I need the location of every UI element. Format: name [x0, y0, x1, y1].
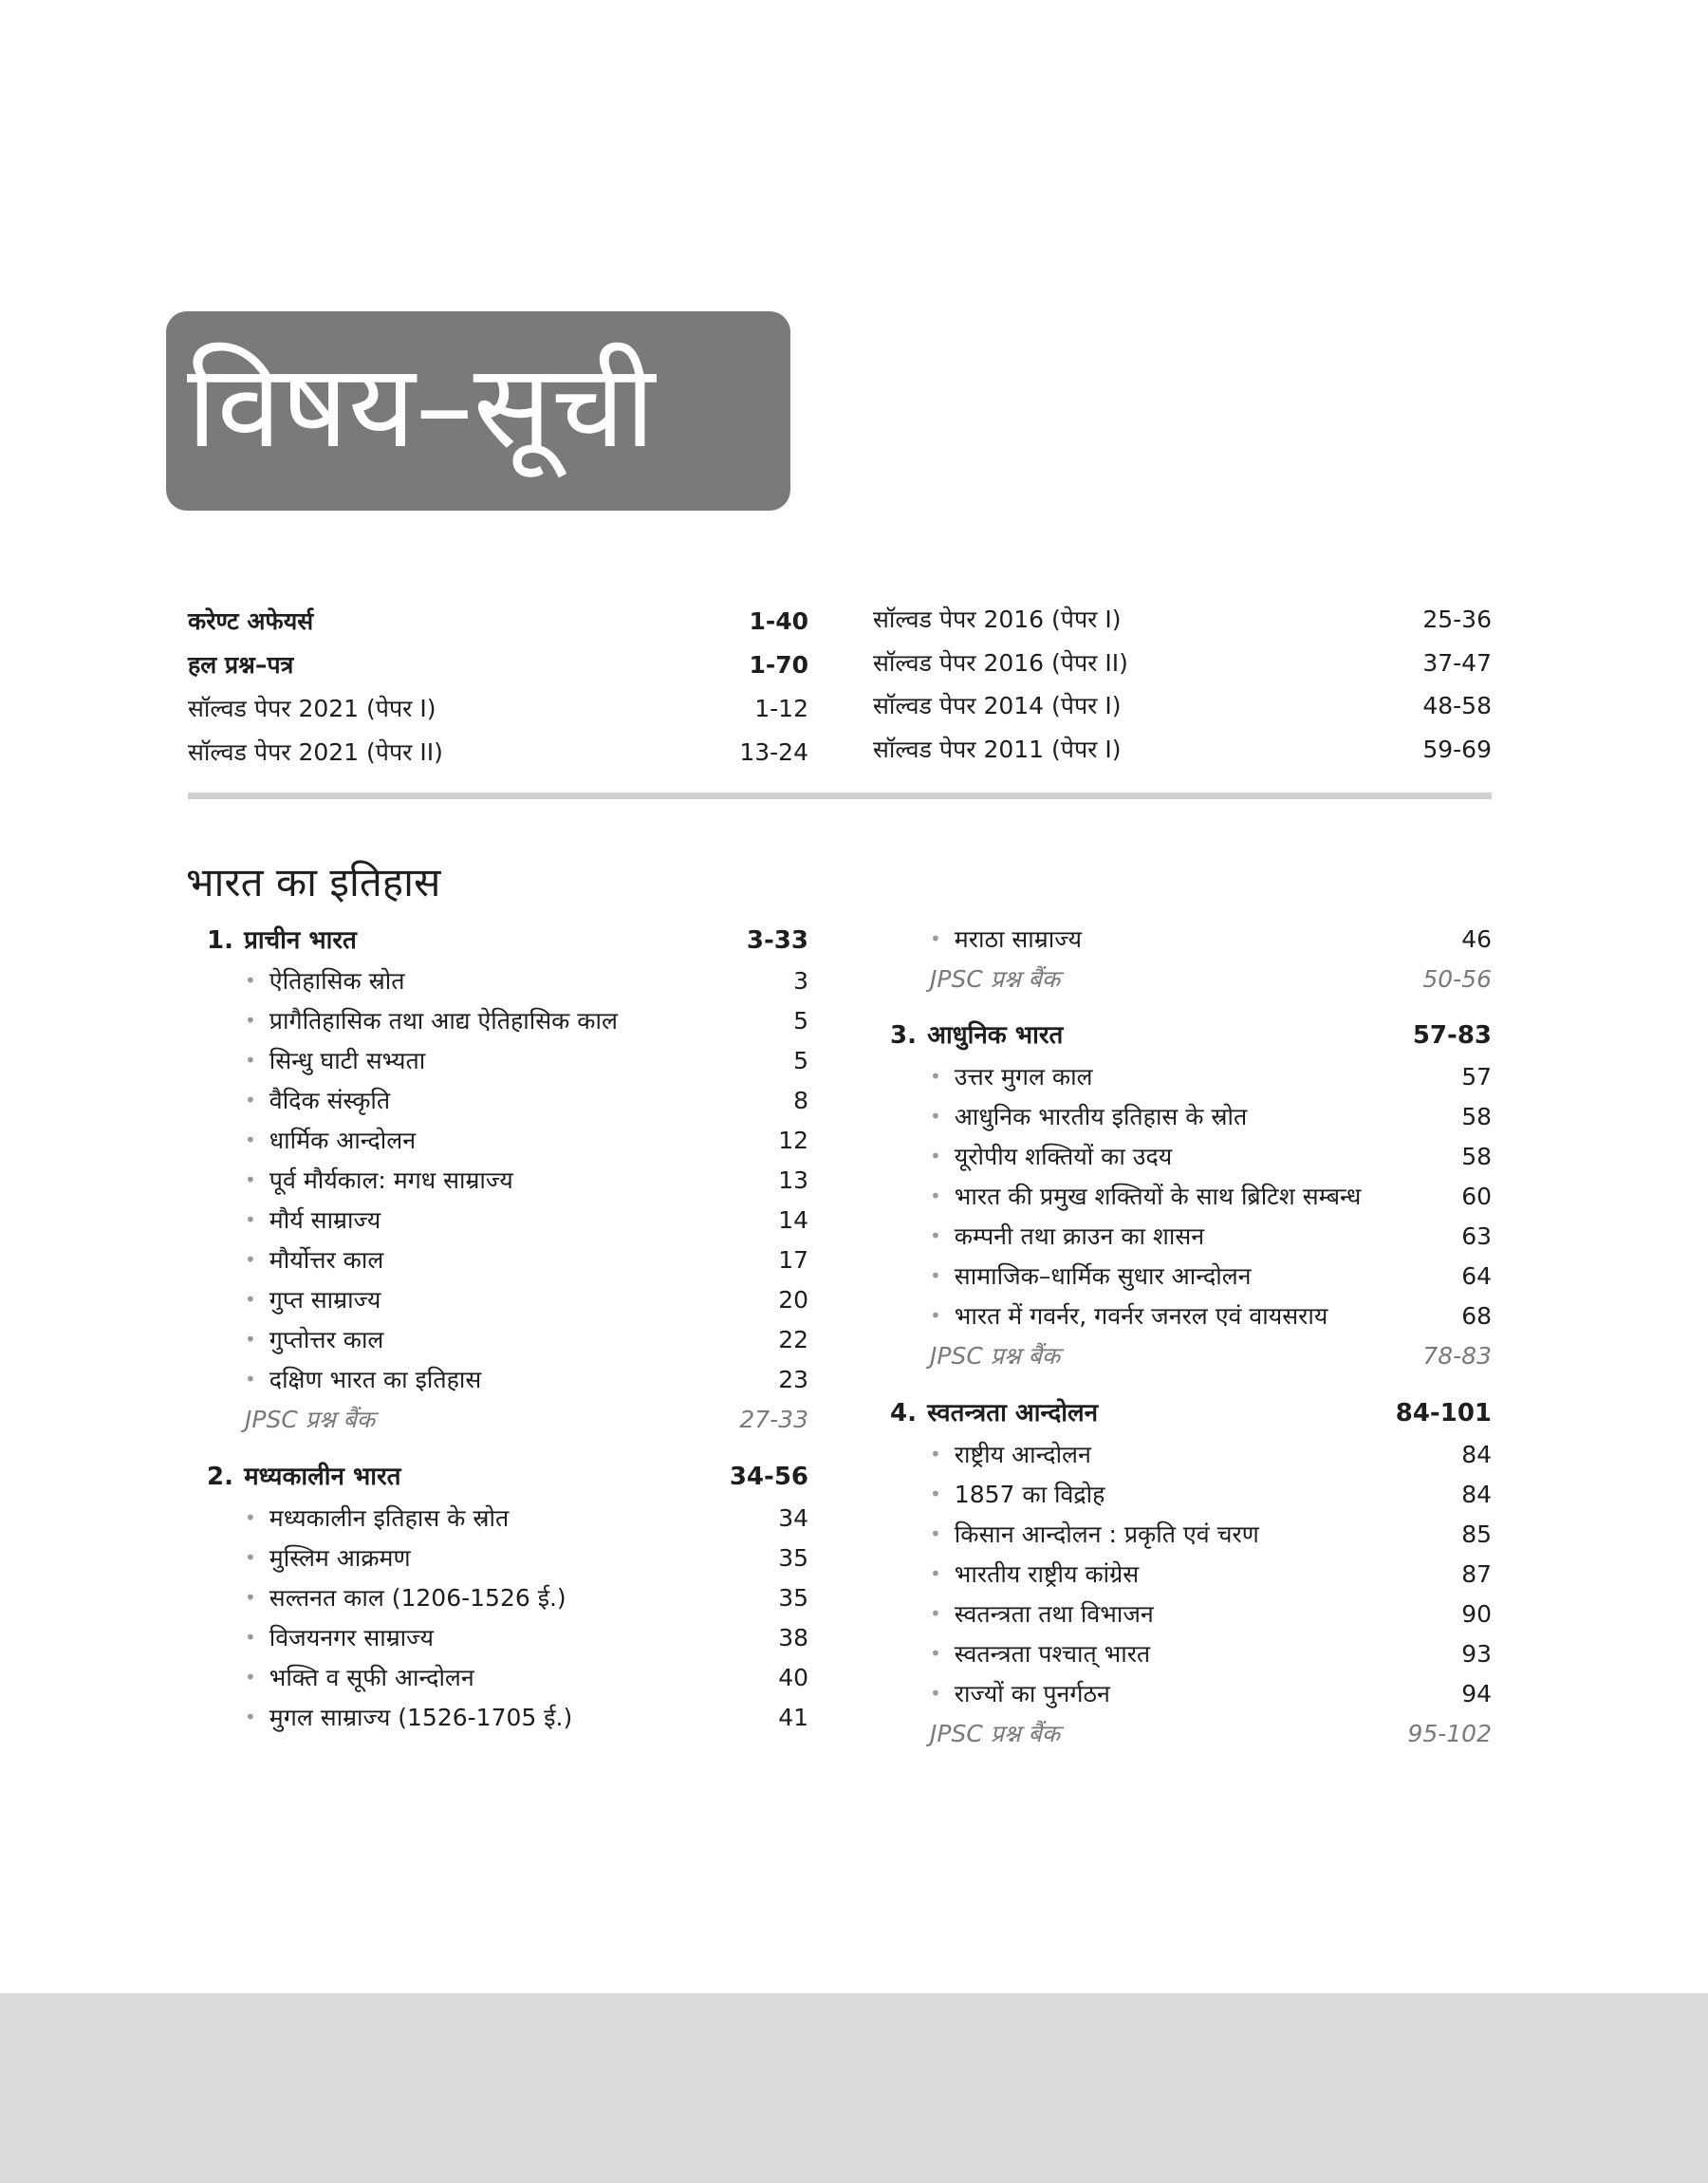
- question-bank-entry[interactable]: [930, 1715, 1492, 1753]
- footer-band: [0, 1993, 1708, 2183]
- list-item-page: 63: [1461, 1222, 1492, 1250]
- list-item-label: • मराठा साम्राज्य: [930, 921, 1082, 960]
- list-item-label: • वैदिक संस्कृति: [245, 1082, 390, 1121]
- toc-entry-pages: 1-40: [749, 607, 808, 635]
- list-item[interactable]: [930, 1635, 1492, 1673]
- list-item-page: 34: [778, 1504, 808, 1532]
- list-item-page: 46: [1461, 925, 1492, 953]
- list-item-label: • मुगल साम्राज्य (1526-1705 ई.): [245, 1699, 572, 1738]
- list-item-label: • धार्मिक आन्दोलन: [245, 1122, 416, 1161]
- toc-entry-label: सॉल्वड पेपर 2021 (पेपर I): [188, 695, 436, 722]
- chapter-pages: 3-33: [746, 926, 808, 955]
- toc-entry-label: करेण्ट अफेयर्स: [188, 607, 314, 635]
- question-bank-label: JPSC प्रश्न बैंक: [245, 1406, 376, 1433]
- list-item-label: • कम्पनी तथा क्राउन का शासन: [930, 1218, 1204, 1257]
- page-title: विषय–सूची: [187, 339, 656, 474]
- list-item[interactable]: [930, 1138, 1492, 1176]
- list-item-page: 94: [1461, 1680, 1492, 1707]
- list-item[interactable]: [245, 1361, 808, 1399]
- list-item-label: • भक्ति व सूफी आन्दोलन: [245, 1659, 474, 1698]
- chapter-number: 1.: [207, 926, 233, 955]
- list-item-label: • सिन्धु घाटी सभ्यता: [245, 1042, 425, 1081]
- toc-entry-pages: 25-36: [1422, 606, 1492, 633]
- list-item-page: 14: [778, 1206, 808, 1234]
- list-item-label: • भारत में गवर्नर, गवर्नर जनरल एवं वायसराय: [930, 1297, 1327, 1336]
- list-item-page: 23: [778, 1366, 808, 1393]
- question-bank-pages: 78-83: [1422, 1342, 1492, 1370]
- list-item-page: 38: [778, 1624, 808, 1651]
- list-item-page: 68: [1461, 1302, 1492, 1330]
- chapter-number: 3.: [890, 1021, 917, 1050]
- chapter-title: स्वतन्त्रता आन्दोलन: [927, 1399, 1099, 1427]
- toc-entry[interactable]: [873, 731, 1492, 769]
- list-item-page: 84: [1461, 1441, 1492, 1468]
- list-item-label: • भारत की प्रमुख शक्तियों के साथ ब्रिटिश सम्बन्ध: [930, 1178, 1361, 1217]
- title-banner: [166, 311, 790, 511]
- list-item[interactable]: [245, 1281, 808, 1319]
- list-item[interactable]: [245, 1042, 808, 1080]
- toc-entry-label: सॉल्वड पेपर 2011 (पेपर I): [873, 736, 1122, 763]
- chapter-title: प्राचीन भारत: [244, 926, 357, 955]
- list-item[interactable]: [930, 1556, 1492, 1594]
- list-item-page: 35: [778, 1544, 808, 1572]
- list-item-page: 93: [1461, 1640, 1492, 1668]
- list-item[interactable]: [930, 1476, 1492, 1514]
- list-item-page: 17: [778, 1246, 808, 1274]
- toc-entry-pages: 48-58: [1422, 692, 1492, 719]
- toc-entry[interactable]: [188, 646, 808, 684]
- list-item[interactable]: [245, 1619, 808, 1657]
- list-item[interactable]: [930, 1297, 1492, 1335]
- list-item-label: • पूर्व मौर्यकाल: मगध साम्राज्य: [245, 1162, 513, 1201]
- chapter-heading[interactable]: [207, 1458, 808, 1496]
- toc-entry-pages: 13-24: [739, 738, 808, 766]
- list-item[interactable]: [245, 1539, 808, 1577]
- list-item-page: 87: [1461, 1560, 1492, 1588]
- chapter-pages: 84-101: [1395, 1399, 1492, 1427]
- list-item-page: 58: [1461, 1103, 1492, 1130]
- list-item[interactable]: [245, 1659, 808, 1697]
- toc-entry-label: सॉल्वड पेपर 2021 (पेपर II): [188, 738, 443, 766]
- toc-entry[interactable]: [188, 603, 808, 641]
- list-item[interactable]: [245, 1699, 808, 1737]
- list-item-page: 13: [778, 1166, 808, 1194]
- list-item-label: • मुस्लिम आक्रमण: [245, 1539, 411, 1578]
- list-item-page: 12: [778, 1127, 808, 1154]
- toc-entry[interactable]: [873, 601, 1492, 639]
- question-bank-pages: 27-33: [739, 1406, 808, 1433]
- question-bank-entry[interactable]: [930, 1337, 1492, 1375]
- question-bank-label: JPSC प्रश्न बैंक: [930, 965, 1061, 993]
- list-item-page: 57: [1461, 1063, 1492, 1091]
- list-item[interactable]: [930, 1218, 1492, 1256]
- list-item[interactable]: [245, 1082, 808, 1120]
- chapter-heading[interactable]: [890, 1017, 1492, 1054]
- list-item-page: 8: [793, 1087, 808, 1114]
- toc-entry[interactable]: [873, 687, 1492, 725]
- chapter-heading[interactable]: [207, 922, 808, 960]
- list-item[interactable]: [930, 1436, 1492, 1474]
- list-item-label: • राज्यों का पुनर्गठन: [930, 1675, 1110, 1714]
- list-item[interactable]: [930, 1595, 1492, 1633]
- question-bank-pages: 50-56: [1422, 965, 1492, 993]
- toc-entry[interactable]: [873, 644, 1492, 682]
- list-item[interactable]: [245, 1321, 808, 1359]
- list-item-page: 41: [778, 1704, 808, 1731]
- list-item-label: • ऐतिहासिक स्रोत: [245, 962, 405, 1001]
- chapter-title: मध्यकालीन भारत: [244, 1463, 401, 1491]
- list-item-label: • 1857 का विद्रोह: [930, 1476, 1105, 1515]
- list-item-label: • सामाजिक–धार्मिक सुधार आन्दोलन: [930, 1258, 1252, 1297]
- list-item-page: 85: [1461, 1521, 1492, 1548]
- list-item[interactable]: [245, 1579, 808, 1617]
- list-item[interactable]: [930, 1058, 1492, 1096]
- toc-entry-pages: 37-47: [1422, 649, 1492, 677]
- list-item-label: • भारतीय राष्ट्रीय कांग्रेस: [930, 1556, 1139, 1595]
- list-item[interactable]: [245, 1002, 808, 1040]
- list-item[interactable]: [245, 1500, 808, 1538]
- list-item-page: 40: [778, 1664, 808, 1691]
- list-item-label: • मध्यकालीन इतिहास के स्रोत: [245, 1500, 509, 1539]
- list-item-page: 22: [778, 1326, 808, 1353]
- list-item[interactable]: [245, 1122, 808, 1160]
- list-item[interactable]: [245, 1162, 808, 1200]
- toc-entry-pages: 59-69: [1422, 736, 1492, 763]
- list-item-page: 35: [778, 1584, 808, 1612]
- toc-entry-pages: 1-70: [749, 651, 808, 679]
- list-item-label: • स्वतन्त्रता तथा विभाजन: [930, 1595, 1154, 1634]
- list-item-page: 64: [1461, 1262, 1492, 1290]
- list-item[interactable]: [930, 1098, 1492, 1136]
- list-item-label: • किसान आन्दोलन : प्रकृति एवं चरण: [930, 1516, 1259, 1555]
- list-item-label: • दक्षिण भारत का इतिहास: [245, 1361, 481, 1400]
- toc-entry[interactable]: [188, 690, 808, 728]
- list-item[interactable]: [930, 1258, 1492, 1296]
- list-item-page: 3: [793, 967, 808, 995]
- list-item[interactable]: [930, 1516, 1492, 1554]
- list-item-label: • विजयनगर साम्राज्य: [245, 1619, 434, 1658]
- chapter-title: आधुनिक भारत: [927, 1021, 1064, 1050]
- toc-entry[interactable]: [188, 734, 808, 772]
- toc-entry-label: सॉल्वड पेपर 2014 (पेपर I): [873, 692, 1122, 719]
- list-item-label: • प्रागैतिहासिक तथा आद्य ऐतिहासिक काल: [245, 1002, 618, 1041]
- list-item[interactable]: [930, 1178, 1492, 1216]
- chapter-pages: 57-83: [1412, 1021, 1492, 1050]
- section-divider: [188, 793, 1492, 799]
- list-item-page: 5: [793, 1047, 808, 1074]
- list-item[interactable]: [245, 1202, 808, 1240]
- toc-entry-label: सॉल्वड पेपर 2016 (पेपर II): [873, 649, 1128, 677]
- list-item-label: • उत्तर मुगल काल: [930, 1058, 1093, 1097]
- section-heading: भारत का इतिहास: [186, 859, 441, 905]
- list-item-label: • स्वतन्त्रता पश्चात् भारत: [930, 1635, 1150, 1674]
- question-bank-entry[interactable]: [930, 961, 1492, 998]
- list-item-label: • राष्ट्रीय आन्दोलन: [930, 1436, 1091, 1475]
- list-item-page: 20: [778, 1286, 808, 1314]
- toc-entry-pages: 1-12: [754, 695, 808, 722]
- question-bank-label: JPSC प्रश्न बैंक: [930, 1342, 1061, 1370]
- chapter-number: 4.: [890, 1399, 917, 1427]
- list-item-label: • यूरोपीय शक्तियों का उदय: [930, 1138, 1172, 1177]
- list-item-label: • मौर्य साम्राज्य: [245, 1202, 381, 1241]
- list-item[interactable]: [930, 921, 1492, 959]
- question-bank-entry[interactable]: [245, 1401, 808, 1439]
- list-item-page: 90: [1461, 1600, 1492, 1628]
- question-bank-pages: 95-102: [1407, 1720, 1492, 1747]
- list-item[interactable]: [930, 1675, 1492, 1713]
- question-bank-label: JPSC प्रश्न बैंक: [930, 1720, 1061, 1747]
- list-item-page: 5: [793, 1007, 808, 1035]
- list-item-label: • गुप्त साम्राज्य: [245, 1281, 381, 1320]
- list-item-label: • आधुनिक भारतीय इतिहास के स्रोत: [930, 1098, 1247, 1137]
- list-item-label: • सल्तनत काल (1206-1526 ई.): [245, 1579, 566, 1618]
- list-item-label: • मौर्योत्तर काल: [245, 1241, 383, 1280]
- list-item-page: 84: [1461, 1481, 1492, 1508]
- chapter-number: 2.: [207, 1463, 233, 1491]
- list-item-page: 58: [1461, 1143, 1492, 1170]
- chapter-pages: 34-56: [729, 1463, 808, 1491]
- toc-entry-label: सॉल्वड पेपर 2016 (पेपर I): [873, 606, 1122, 633]
- list-item-label: • गुप्तोत्तर काल: [245, 1321, 383, 1360]
- list-item[interactable]: [245, 962, 808, 1000]
- chapter-heading[interactable]: [890, 1394, 1492, 1432]
- toc-entry-label: हल प्रश्न–पत्र: [188, 651, 294, 679]
- list-item-page: 60: [1461, 1183, 1492, 1210]
- list-item[interactable]: [245, 1241, 808, 1279]
